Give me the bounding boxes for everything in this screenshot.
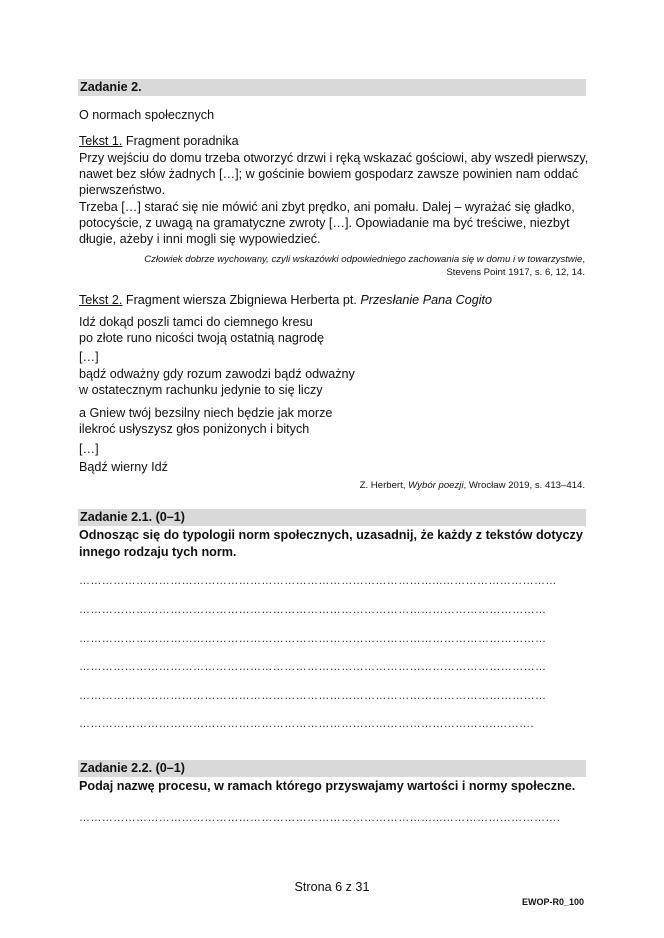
text1-line: pierwszeństwo. (79, 183, 166, 197)
text1-line: Przy wejściu do domu trzeba otworzyć drzwi i ręką wskazać gościowi, aby wszedł pierwszy, (79, 151, 589, 165)
task2-header: Zadanie 2. (78, 79, 586, 96)
task21-header: Zadanie 2.1. (0–1) (78, 509, 586, 526)
text2-source-title: Wybór poezji (408, 480, 464, 491)
poem-line: […] (79, 350, 99, 364)
text2-source: Z. Herbert, Wybór poezji, Wrocław 2019, s. 413–414. (359, 480, 585, 491)
text2-heading (79, 292, 492, 308)
task21-question-line2: innego rodzaju tych norm. (79, 545, 237, 559)
poem-line: a Gniew twój bezsilny niech będzie jak morze (79, 406, 333, 420)
answer-line[interactable]: …………………………………………………………………………………………………………… (79, 604, 547, 616)
poem-line: bądź odważny gdy rozum zawodzi bądź odważny (79, 367, 355, 381)
exam-code: EWOP-R0_100 (521, 897, 584, 907)
text1-source: Człowiek dobrze wychowany, czyli wskazówki odpowiedniego zachowania się w domu i w towarzystwie, (144, 254, 585, 265)
answer-line[interactable]: …………………………………………………………………………………...…………………………. (79, 812, 561, 824)
text1-label: Tekst 1. (79, 134, 123, 148)
poem-line: Idź dokąd poszli tamci do ciemnego kresu (79, 315, 313, 329)
text1-heading (79, 133, 239, 149)
text1-line: nawet bez słów żadnych […]; w gościnie bowiem gospodarz zawsze powinien nam oddać (79, 167, 579, 181)
text1-line: Trzeba […] starać się nie mówić ani zbyt prędko, ani pomału. Dalej – wyrażać się gładko, (79, 200, 575, 214)
task22-header: Zadanie 2.2. (0–1) (78, 760, 586, 777)
poem-line: po złote runo nicości twoją ostatnią nagrodę (79, 331, 325, 345)
poem-line: w ostatecznym rachunku jedynie to się liczy (79, 383, 323, 397)
answer-line[interactable]: …………………………………………………………………………………...………………………… (79, 575, 557, 587)
text1-source-line2: Stevens Point 1917, s. 6, 12, 14. (446, 267, 585, 278)
poem-line: […] (79, 442, 99, 456)
poem-line: ilekroć usłyszysz głos poniżonych i bitych (79, 422, 310, 436)
text2-heading-text: Fragment wiersza Zbigniewa Herberta pt. (122, 293, 361, 307)
page-number: Strona 6 z 31 (294, 880, 370, 894)
text1-line: potocyście, z uwagą na gramatyczne zwroty […]. Opowiadanie ma być treściwe, niezbyt (79, 216, 570, 230)
answer-line[interactable]: …………………………………………………………………………………………………………… (79, 661, 547, 673)
answer-line[interactable]: …………………………………………………………………………………………………………… (79, 690, 547, 702)
text2-poem-title: Przesłanie Pana Cogito (360, 293, 493, 307)
text2-label: Tekst 2. (79, 293, 123, 307)
task22-question: Podaj nazwę procesu, w ramach którego przyswajamy wartości i normy społeczne. (79, 779, 576, 793)
text1-source-title: Człowiek dobrze wychowany, czyli wskazówki odpowiedniego zachowania się w domu i w towarzystwie (144, 254, 583, 265)
text1-line: długie, ażeby i inni mogli się wypowiedzieć. (79, 232, 321, 246)
task2-title: O normach społecznych (79, 108, 215, 122)
task21-question-line1: Odnosząc się do typologii norm społecznych, uzasadnij, że każdy z tekstów dotyczy (79, 528, 583, 542)
answer-line[interactable]: …………………………………………………………………………………………………………… (79, 633, 547, 645)
text1-heading-text: Fragment poradnika (122, 134, 239, 148)
poem-line: Bądź wierny Idź (79, 460, 168, 474)
answer-line[interactable]: ………………………………………………………………………………………………..………. (79, 718, 534, 730)
